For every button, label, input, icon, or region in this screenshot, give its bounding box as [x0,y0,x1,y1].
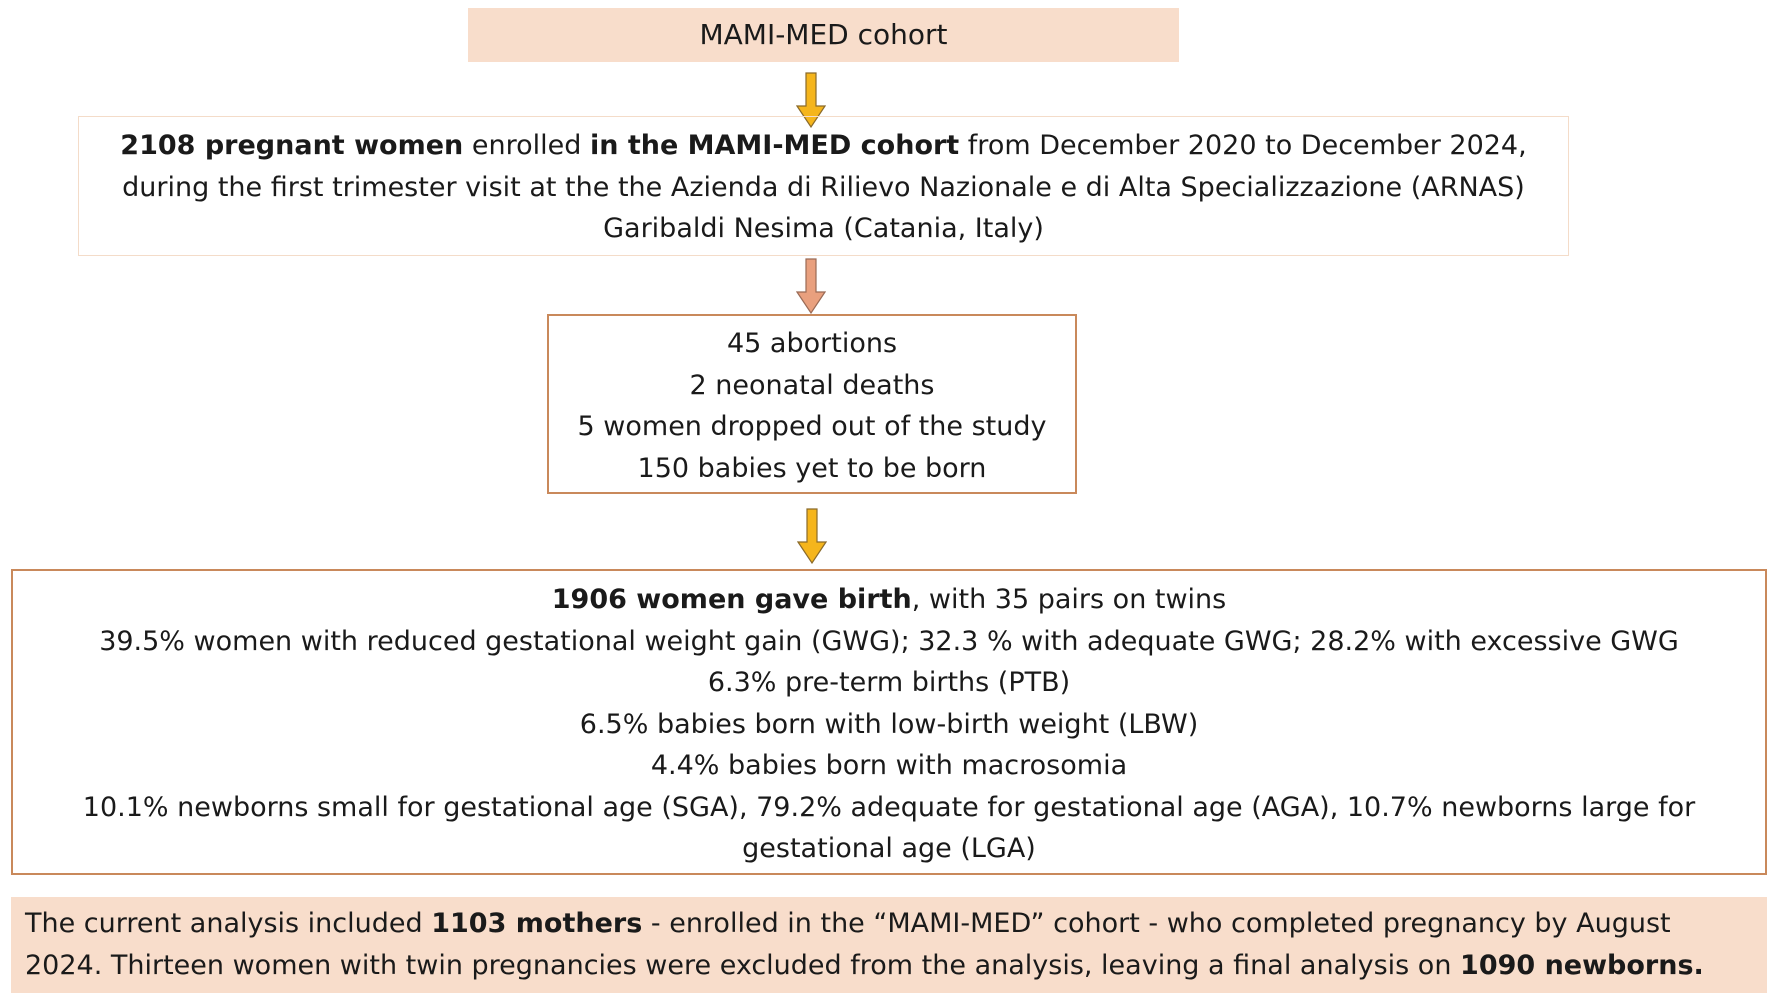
births-lbw-line: 6.5% babies born with low-birth weight (LBW) [579,708,1199,740]
births-line-1 [13,579,1765,621]
twins-text: , with 35 pairs on twins [911,584,1227,615]
births-box [11,569,1767,875]
exclusions-box [547,314,1077,494]
enrollment-text-1: enrolled [463,130,590,161]
cohort-title-box [468,8,1179,62]
enrollment-line-2: during the first trimester visit at the the Azienda di Rilievo Nazionale e di Alta Specializzazione (ARNAS) [122,171,1525,203]
births-count: 1906 women gave birth [551,584,912,615]
births-lga-line: gestational age (LGA) [742,833,1036,864]
exclusion-abortions: 45 abortions [726,328,898,359]
analysis-newborns: 1090 newborns. [1460,949,1704,981]
enrolled-count: 2108 pregnant women [120,130,464,161]
down-arrow-icon [796,258,826,314]
exclusion-unborn: 150 babies yet to be born [637,452,987,484]
exclusion-dropouts: 5 women dropped out of the study [577,411,1047,442]
cohort-title: MAMI-MED cohort [699,18,948,51]
births-macrosomia-line: 4.4% babies born with macrosomia [650,750,1128,781]
exclusion-neonatal-deaths: 2 neonatal deaths [689,369,935,401]
enrolled-cohort: in the MAMI-MED cohort [589,130,960,161]
down-arrow-icon [797,508,827,564]
births-gwg-line: 39.5% women with reduced gestational weight gain (GWG); 32.3 % with adequate GWG; 28.2% with excessive GWG [99,625,1679,657]
analysis-box [11,897,1767,993]
analysis-mothers: 1103 mothers [431,908,643,939]
enrollment-line-1 [79,125,1568,167]
enrollment-text-2: from December 2020 to December 2024, [959,130,1527,161]
births-sga-line: 10.1% newborns small for gestational age (SGA), 79.2% adequate for gestational age (AGA), 10.7% newborns large for [82,791,1696,823]
births-ptb-line: 6.3% pre-term births (PTB) [707,667,1071,698]
enrollment-line-3: Garibaldi Nesima (Catania, Italy) [603,213,1044,244]
enrollment-box [78,116,1569,256]
analysis-text-1: The current analysis included [25,908,432,939]
analysis-text-2: - enrolled in the “MAMI-MED” cohort - who completed pregnancy by August 2024. Thirteen women with twin pregnancies were excluded from the analysis, leaving a final analysis on [25,908,1671,981]
